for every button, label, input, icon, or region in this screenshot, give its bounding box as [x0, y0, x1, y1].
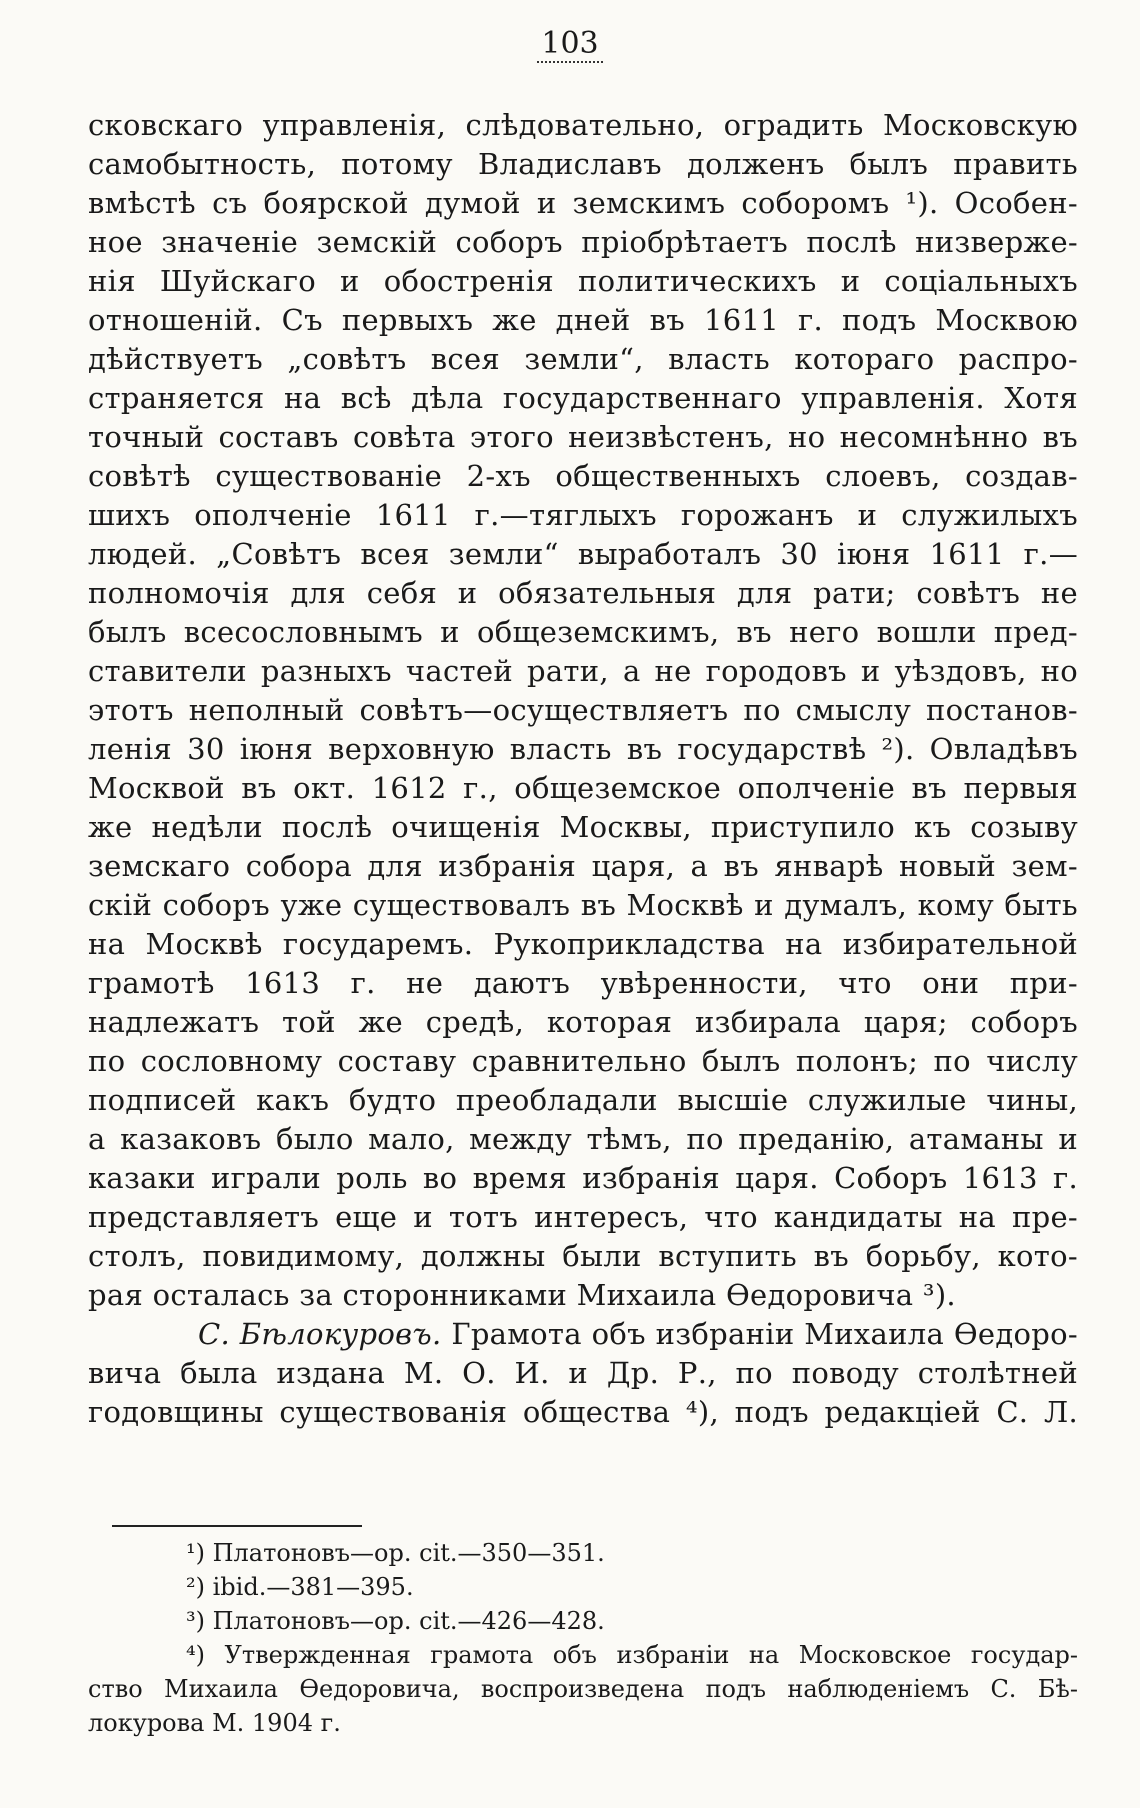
- footnote-3: ³) Платоновъ—op. cit.—426—428.: [186, 1607, 605, 1635]
- text-line: точный составъ совѣта этого неизвѣстенъ, но несомнѣнно въ: [88, 420, 1078, 454]
- text-line: годовщины существованія общества ⁴), подъ редакціей С. Л.: [88, 1395, 1078, 1429]
- text-line: вмѣстѣ съ боярской думой и земскимъ соборомъ ¹). Особен-: [88, 186, 1078, 220]
- footnote-divider: [112, 1525, 362, 1527]
- text-line: земскаго собора для избранія царя, а въ январѣ новый зем-: [88, 849, 1078, 883]
- text-line: шихъ ополченіе 1611 г.—тяглыхъ горожанъ и служилыхъ: [88, 498, 1078, 532]
- footnote-4-end: локурова М. 1904 г.: [88, 1709, 341, 1737]
- text-line: рая осталась за сторонниками Михаила Ѳедоровича ³).: [88, 1278, 956, 1312]
- footnote-1: ¹) Платоновъ—op. cit.—350—351.: [186, 1539, 605, 1567]
- footnote-4: ⁴) Утвержденная грамота объ избраніи на Московское государ-: [186, 1641, 1078, 1669]
- text-line: страняется на всѣ дѣла государственнаго управленія. Хотя: [88, 381, 1078, 415]
- text-line: этотъ неполный совѣтъ—осуществляетъ по смыслу постанов-: [88, 693, 1078, 727]
- text-line: дѣйствуетъ „совѣтъ всея земли“, власть котораго распро-: [88, 342, 1078, 376]
- text-line: подписей какъ будто преобладали высшіе служилые чины,: [88, 1083, 1078, 1117]
- text-line: нія Шуйскаго и обостренія политическихъ и соціальныхъ: [88, 264, 1078, 298]
- text-line: полномочія для себя и обязательныя для рати; совѣтъ не: [88, 576, 1078, 610]
- text-line: казаки играли роль во время избранія царя. Соборъ 1613 г.: [88, 1161, 1078, 1195]
- page-number: 103: [0, 24, 1140, 64]
- footnotes: [88, 1536, 1078, 1740]
- author-name: С. Бѣлокуровъ.: [198, 1317, 442, 1351]
- text-line: надлежатъ той же средѣ, которая избирала царя; соборъ: [88, 1005, 1078, 1039]
- text-fragment: Грамота объ избраніи Михаила Ѳедоро-: [451, 1317, 1078, 1351]
- text-line: ное значеніе земскій соборъ пріобрѣтаетъ послѣ низверже-: [88, 225, 1078, 259]
- text-line: вича была издана М. О. И. и Др. Р., по поводу столѣтней: [88, 1356, 1078, 1390]
- main-text: [88, 106, 1078, 1432]
- text-line: людей. „Совѣтъ всея земли“ выработалъ 30 іюня 1611 г.—: [88, 537, 1078, 571]
- text-line: былъ всесословнымъ и общеземскимъ, въ него вошли пред-: [88, 615, 1078, 649]
- text-line: же недѣли послѣ очищенія Москвы, приступило къ созыву: [88, 810, 1078, 844]
- text-line: самобытность, потому Владиславъ долженъ былъ править: [88, 147, 1078, 181]
- text-line: по сословному составу сравнительно былъ полонъ; по числу: [88, 1044, 1078, 1078]
- text-line: ленія 30 іюня верховную власть въ государствѣ ²). Овладѣвъ: [88, 732, 1078, 766]
- footnote-2: ²) ibid.—381—395.: [186, 1573, 414, 1601]
- text-line: грамотѣ 1613 г. не даютъ увѣренности, что они при-: [88, 966, 1078, 1000]
- text-line: сковскаго управленія, слѣдовательно, оградить Московскую: [88, 108, 1078, 142]
- text-line: на Москвѣ государемъ. Рукоприкладства на избирательной: [88, 927, 1078, 961]
- text-line: ставители разныхъ частей рати, а не городовъ и уѣздовъ, но: [88, 654, 1078, 688]
- text-line: отношеній. Съ первыхъ же дней въ 1611 г. подъ Москвою: [88, 303, 1078, 337]
- text-line: Москвой въ окт. 1612 г., общеземское ополченіе въ первыя: [88, 771, 1078, 805]
- paragraph-start: [88, 1315, 1078, 1354]
- text-line: столъ, повидимому, должны были вступить въ борьбу, кото-: [88, 1239, 1078, 1273]
- text-line: скій соборъ уже существовалъ въ Москвѣ и думалъ, кому быть: [88, 888, 1078, 922]
- footnote-4-cont: ство Михаила Ѳедоровича, воспроизведена подъ наблюденіемъ С. Бѣ-: [88, 1675, 1078, 1703]
- text-line: совѣтѣ существованіе 2-хъ общественныхъ слоевъ, создав-: [88, 459, 1078, 493]
- text-line: а казаковъ было мало, между тѣмъ, по преданію, атаманы и: [88, 1122, 1078, 1156]
- text-line: представляетъ еще и тотъ интересъ, что кандидаты на пре-: [88, 1200, 1078, 1234]
